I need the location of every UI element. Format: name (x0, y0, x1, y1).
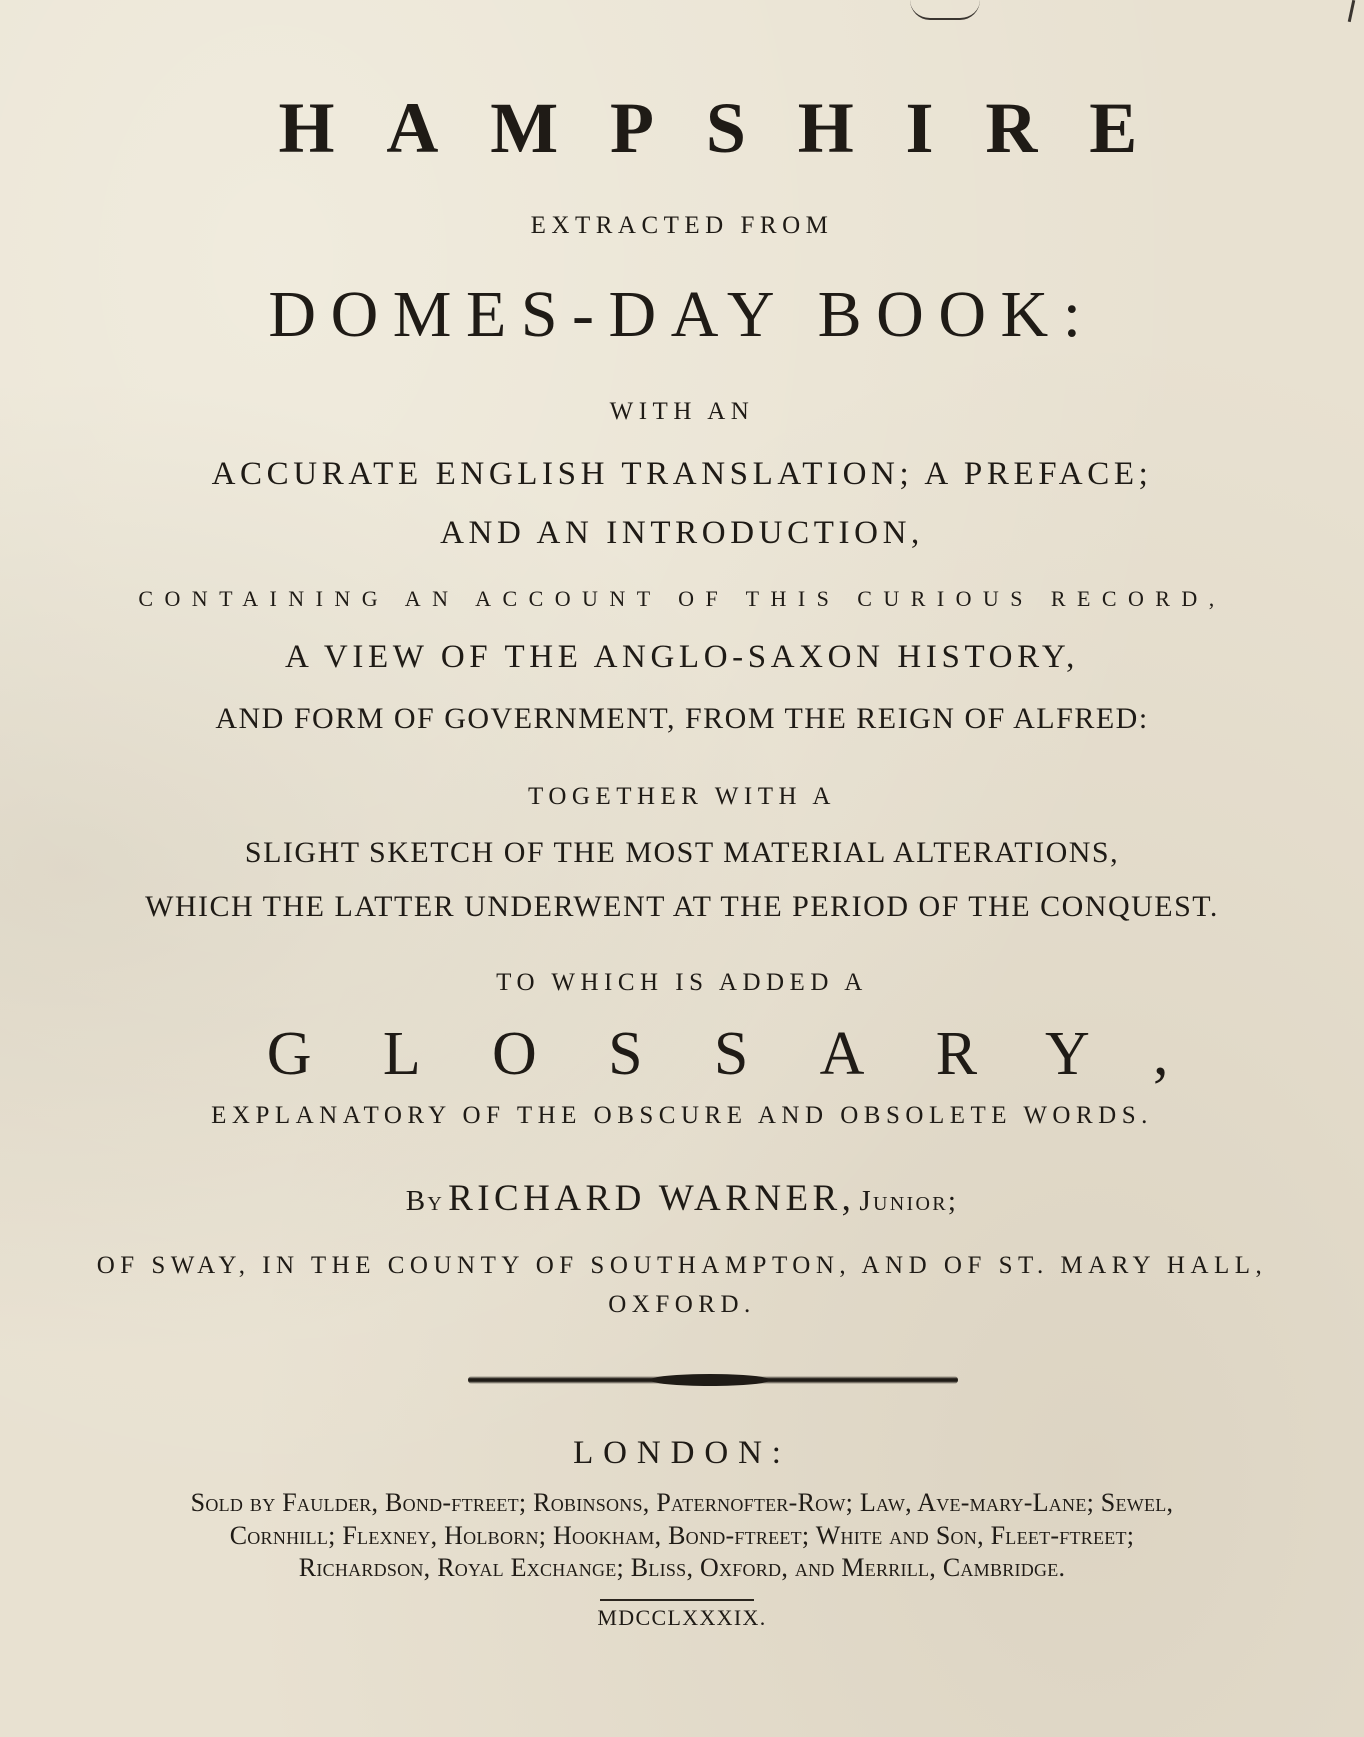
author-suffix: Junior; (859, 1185, 959, 1217)
oxford-line: OXFORD. (608, 1291, 756, 1318)
anglo-saxon-line: A VIEW OF THE ANGLO-SAXON HISTORY, (285, 639, 1079, 675)
extracted-from: EXTRACTED FROM (530, 212, 834, 239)
translation-line: ACCURATE ENGLISH TRANSLATION; A PREFACE; (211, 456, 1153, 492)
imprint-line-1: Sold by Faulder, Bond-ftreet; Robinsons, Paternofter-Row; Law, Ave-mary-Lane; Sewel, (190, 1488, 1174, 1517)
government-line: AND FORM OF GOVERNMENT, FROM THE REIGN OF ALFRED: (215, 702, 1149, 735)
added-line: TO WHICH IS ADDED A (496, 969, 868, 996)
explanatory-line: EXPLANATORY OF THE OBSCURE AND OBSOLETE WORDS. (211, 1102, 1153, 1129)
with-an: WITH AN (609, 398, 755, 425)
sketch-line: SLIGHT SKETCH OF THE MOST MATERIAL ALTERATIONS, (244, 836, 1120, 869)
sway-line: OF SWAY, IN THE COUNTY OF SOUTHAMPTON, AND OF ST. MARY HALL, (96, 1252, 1268, 1279)
imprint-city: LONDON: (573, 1435, 791, 1471)
introduction-line: AND AN INTRODUCTION, (440, 515, 924, 551)
domesday-title: DOMES-DAY BOOK: (268, 278, 1096, 351)
author-by: By (405, 1185, 445, 1217)
book-title: HAMPSHIRE (278, 88, 1190, 168)
imprint-line-3: Richardson, Royal Exchange; Bliss, Oxford, and Merrill, Cambridge. (298, 1553, 1066, 1582)
pencil-mark (910, 0, 980, 20)
imprint-line-2: Cornhill; Flexney, Holborn; Hookham, Bond-ftreet; White and Son, Fleet-ftreet; (229, 1521, 1135, 1550)
glossary-title: GLOSSARY, (266, 1020, 1240, 1088)
ornamental-rule-swell (650, 1374, 770, 1386)
containing-line: CONTAINING AN ACCOUNT OF THIS CURIOUS RECORD, (138, 586, 1226, 611)
author-line (0, 1180, 1364, 1217)
pencil-mark-corner (1348, 0, 1356, 22)
conquest-line: WHICH THE LATTER UNDERWENT AT THE PERIOD OF THE CONQUEST. (145, 890, 1219, 923)
author-name: RICHARD WARNER, (448, 1178, 856, 1219)
year-rule (600, 1599, 754, 1601)
together-line: TOGETHER WITH A (528, 783, 836, 810)
imprint-year: MDCCLXXXIX. (597, 1605, 767, 1630)
